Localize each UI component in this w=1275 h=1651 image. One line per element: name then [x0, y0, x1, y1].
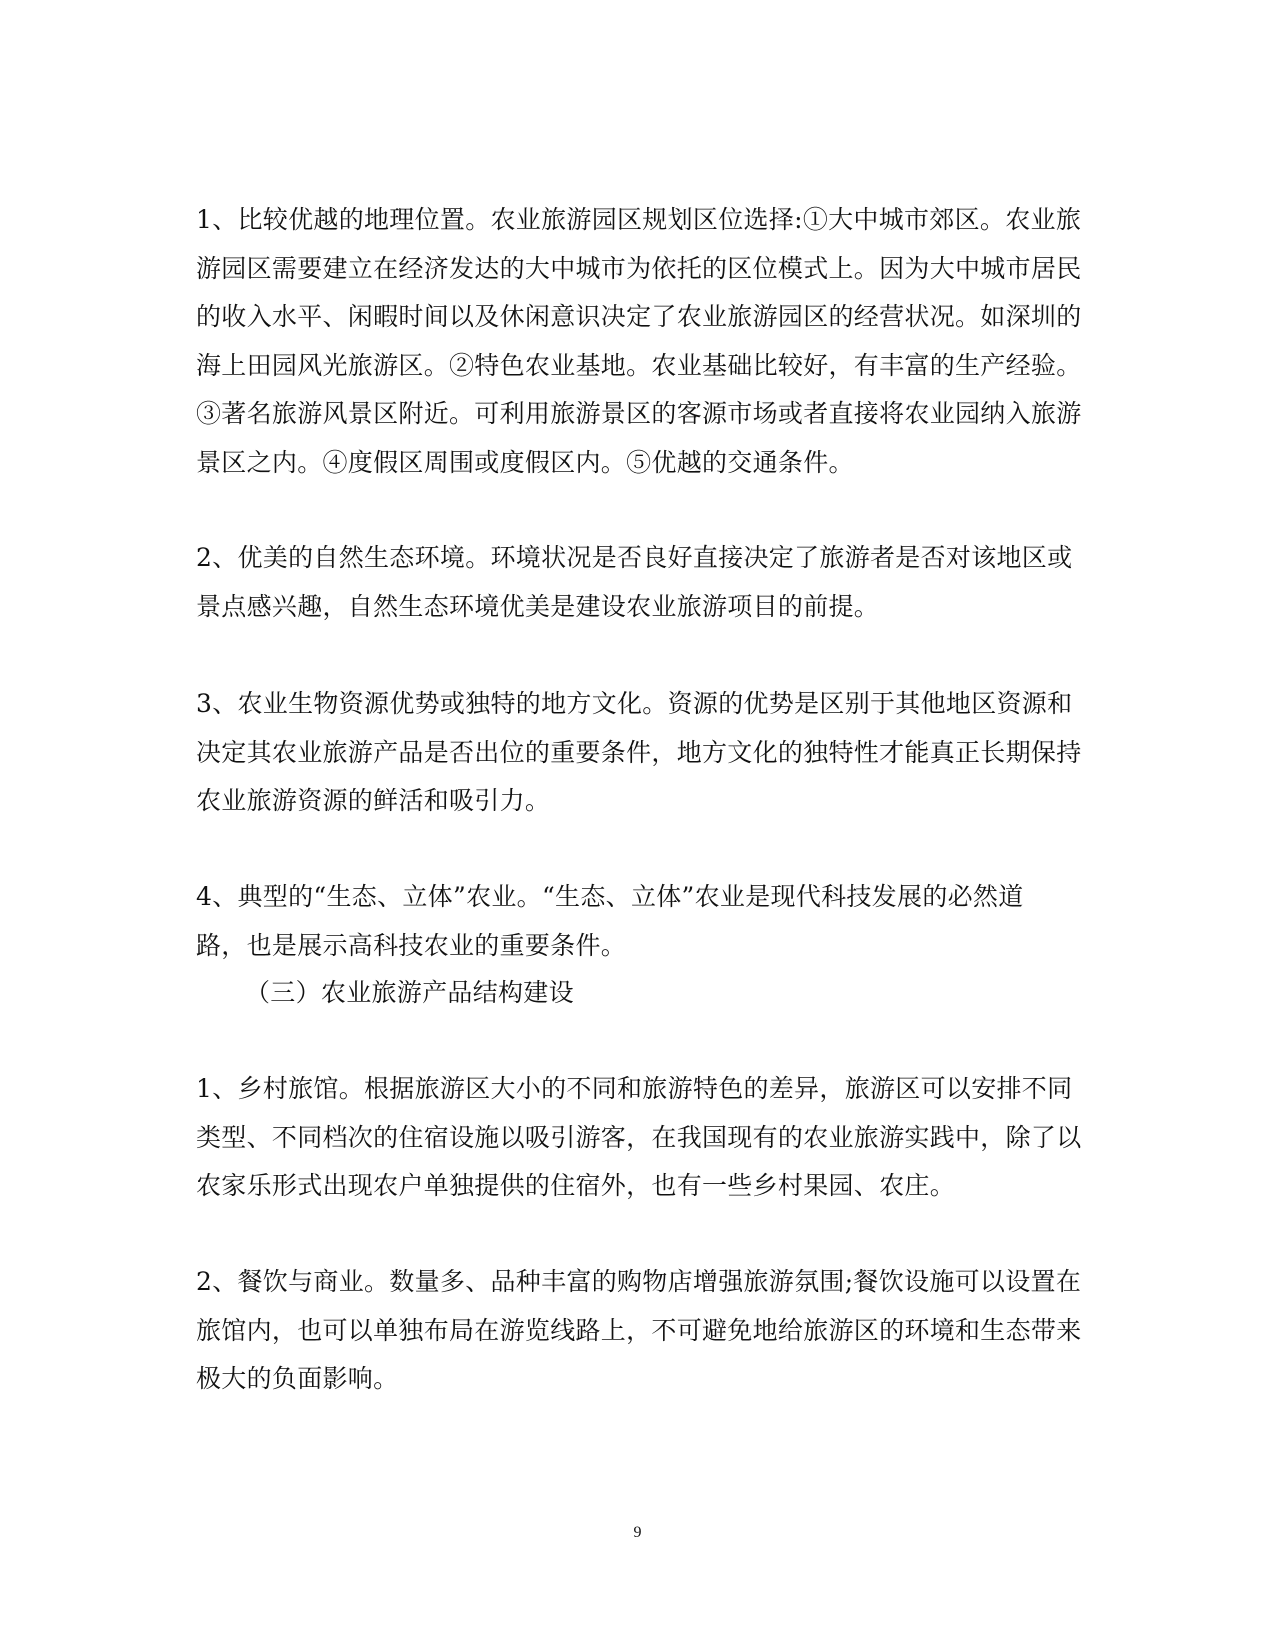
text-line: 2、优美的自然生态环境。环境状况是否良好直接决定了旅游者是否对该地区或: [196, 543, 1073, 572]
text-line: 的收入水平、闲暇时间以及休闲意识决定了农业旅游园区的经营状况。如深圳的: [196, 302, 1082, 331]
text-line: 农家乐形式出现农户单独提供的住宿外，也有一些乡村果园、农庄。: [196, 1171, 956, 1200]
text-line: 2、餐饮与商业。数量多、品种丰富的购物店增强旅游氛围;餐饮设施可以设置在: [196, 1267, 1082, 1296]
paragraph-environment: [196, 534, 1081, 631]
paragraph-resources: [196, 680, 1081, 826]
page-number: 9: [633, 1524, 642, 1541]
text-line: 极大的负面影响。: [196, 1364, 399, 1393]
text-line: 4、典型的“生态、立体”农业。“生态、立体”农业是现代科技发展的必然道: [196, 882, 1024, 911]
section-subheading: （三）农业旅游产品结构建设: [245, 978, 574, 1007]
text-line: 1、比较优越的地理位置。农业旅游园区规划区位选择:①大中城市郊区。农业旅: [196, 205, 1082, 234]
paragraph-eco-agriculture: [196, 873, 1081, 970]
paragraph-location: [196, 196, 1081, 487]
paragraph-dining-commerce: [196, 1258, 1081, 1404]
text-line: 旅馆内，也可以单独布局在游览线路上，不可避免地给旅游区的环境和生态带来: [196, 1315, 1082, 1345]
text-line: 农业旅游资源的鲜活和吸引力。: [196, 786, 551, 815]
text-line: 景点感兴趣，自然生态环境优美是建设农业旅游项目的前提。: [196, 591, 880, 621]
paragraph-rural-hotels: [196, 1065, 1081, 1211]
text-line: 路，也是展示高科技农业的重要条件。: [196, 930, 627, 960]
text-line: 1、乡村旅馆。根据旅游区大小的不同和旅游特色的差异，旅游区可以安排不同: [196, 1074, 1073, 1103]
text-line: 景区之内。④度假区周围或度假区内。⑤优越的交通条件。: [196, 447, 854, 477]
text-line: 海上田园风光旅游区。②特色农业基地。农业基础比较好，有丰富的生产经验。: [196, 350, 1082, 380]
text-line: 游园区需要建立在经济发达的大中城市为依托的区位模式上。因为大中城市居民: [196, 253, 1082, 283]
text-line: 3、农业生物资源优势或独特的地方文化。资源的优势是区别于其他地区资源和: [196, 689, 1073, 718]
text-line: 类型、不同档次的住宿设施以吸引游客，在我国现有的农业旅游实践中，除了以: [196, 1122, 1082, 1152]
text-line: 决定其农业旅游产品是否出位的重要条件，地方文化的独特性才能真正长期保持: [196, 737, 1082, 767]
text-line: ③著名旅游风景区附近。可利用旅游景区的客源市场或者直接将农业园纳入旅游: [196, 399, 1082, 428]
